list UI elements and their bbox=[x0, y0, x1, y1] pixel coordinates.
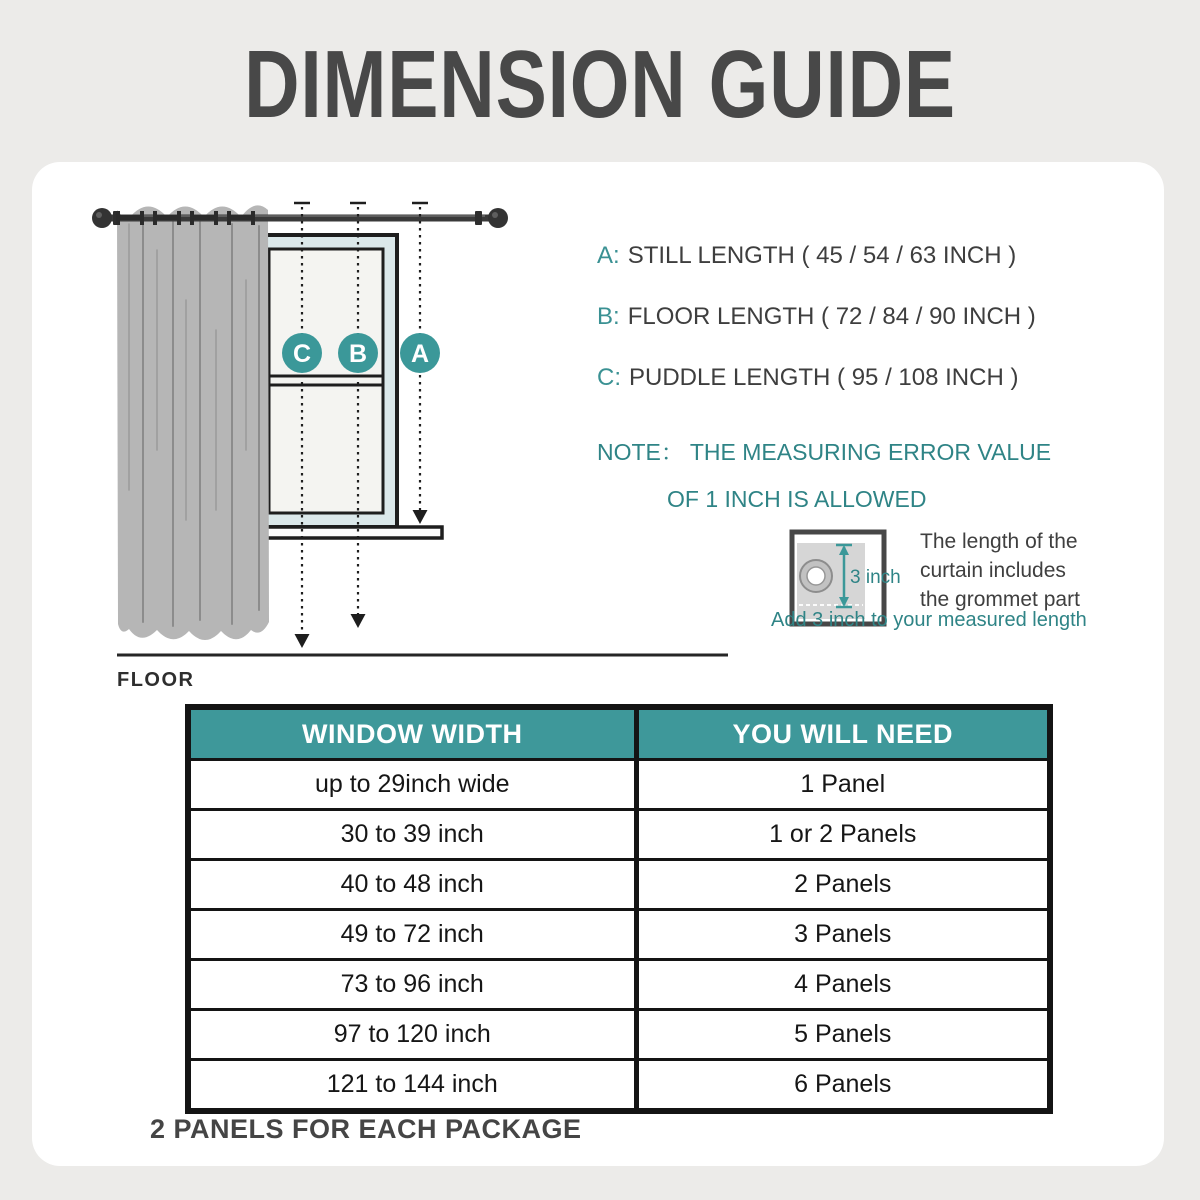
panels-needed-cell: 2 Panels bbox=[636, 860, 1050, 910]
length-legend bbox=[597, 242, 1036, 392]
window-sill bbox=[252, 527, 442, 538]
window-illustration bbox=[252, 235, 442, 538]
floor-label: FLOOR bbox=[117, 669, 195, 691]
rod-finial-left bbox=[92, 208, 112, 228]
window-width-cell: up to 29inch wide bbox=[188, 760, 636, 810]
table-row bbox=[188, 1010, 1050, 1060]
curtain-rod bbox=[92, 208, 508, 228]
length-markers bbox=[282, 333, 440, 373]
panels-needed-table bbox=[185, 704, 1053, 1114]
window-width-cell: 30 to 39 inch bbox=[188, 810, 636, 860]
table-row bbox=[188, 810, 1050, 860]
window-width-cell: 97 to 120 inch bbox=[188, 1010, 636, 1060]
panels-needed-cell: 3 Panels bbox=[636, 910, 1050, 960]
panels-needed-cell: 5 Panels bbox=[636, 1010, 1050, 1060]
legend-text-b: FLOOR LENGTH ( 72 / 84 / 90 INCH ) bbox=[627, 303, 1036, 330]
window-width-header: WINDOW WIDTH bbox=[188, 707, 636, 760]
package-note: 2 PANELS FOR EACH PACKAGE bbox=[150, 1114, 582, 1144]
table-row bbox=[188, 910, 1050, 960]
note-prefix: NOTE： bbox=[597, 439, 684, 465]
table-header-row bbox=[188, 707, 1050, 760]
grommet-description-line: curtain includes bbox=[920, 559, 1066, 582]
panels-needed-cell: 6 Panels bbox=[636, 1060, 1050, 1112]
grommet-tip: Add 3 inch to your measured length bbox=[771, 609, 1087, 631]
marker-a-letter: A bbox=[410, 340, 430, 368]
note-line-1 bbox=[597, 429, 1051, 476]
table-row bbox=[188, 860, 1050, 910]
grommet-description bbox=[920, 527, 1080, 614]
legend-line-a bbox=[597, 242, 1036, 270]
window-width-cell: 121 to 144 inch bbox=[188, 1060, 636, 1112]
window-width-cell: 40 to 48 inch bbox=[188, 860, 636, 910]
legend-text-c: PUDDLE LENGTH ( 95 / 108 INCH ) bbox=[629, 364, 1019, 391]
curtain-illustration bbox=[117, 205, 269, 640]
panels-needed-cell: 1 Panel bbox=[636, 760, 1050, 810]
legend-key-a: A: bbox=[597, 242, 620, 269]
legend-key-b: B: bbox=[597, 303, 620, 330]
measuring-note bbox=[597, 429, 1051, 523]
grommet-description-line: the grommet part bbox=[920, 588, 1080, 611]
you-will-need-header: YOU WILL NEED bbox=[636, 707, 1050, 760]
table-row bbox=[188, 760, 1050, 810]
legend-line-c bbox=[597, 364, 1036, 392]
panels-needed-cell: 1 or 2 Panels bbox=[636, 810, 1050, 860]
marker-c-letter: C bbox=[292, 340, 312, 368]
rod-finial-right bbox=[488, 208, 508, 228]
panel-table-body bbox=[188, 760, 1050, 1112]
legend-line-b bbox=[597, 303, 1036, 331]
table-row bbox=[188, 960, 1050, 1010]
three-inch-label: 3 inch bbox=[850, 567, 901, 588]
marker-b-letter: B bbox=[348, 340, 368, 368]
table-row bbox=[188, 1060, 1050, 1112]
page-title: DIMENSION GUIDE bbox=[244, 31, 956, 138]
legend-text-a: STILL LENGTH ( 45 / 54 / 63 INCH ) bbox=[627, 242, 1017, 269]
window-width-cell: 49 to 72 inch bbox=[188, 910, 636, 960]
panels-needed-cell: 4 Panels bbox=[636, 960, 1050, 1010]
window-width-cell: 73 to 96 inch bbox=[188, 960, 636, 1010]
note-text-1: THE MEASURING ERROR VALUE bbox=[689, 439, 1052, 465]
legend-key-c: C: bbox=[597, 364, 621, 391]
note-line-2: OF 1 INCH IS ALLOWED bbox=[667, 486, 927, 512]
grommet-description-line: The length of the bbox=[920, 530, 1078, 553]
